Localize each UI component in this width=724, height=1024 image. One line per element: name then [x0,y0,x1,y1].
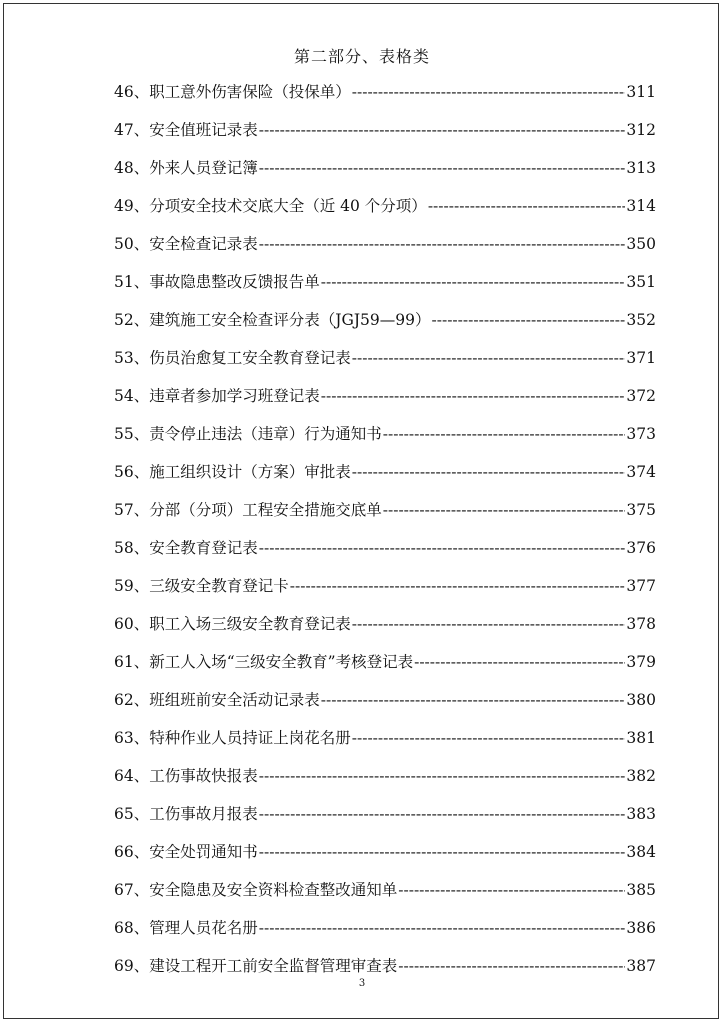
toc-entry-page: 383 [626,805,656,823]
toc-dot-leader [259,766,626,786]
toc-entry-page: 311 [626,83,656,101]
toc-entry[interactable] [114,804,656,842]
toc-entry-title: 54、违章者参加学习班登记表 [114,387,320,405]
toc-entry-title: 65、工伤事故月报表 [114,805,258,823]
toc-dot-leader [414,652,625,672]
toc-entry[interactable] [114,272,656,310]
toc-dot-leader [383,500,626,520]
toc-entry-title: 58、安全教育登记表 [114,539,258,557]
toc-entry[interactable] [114,538,656,576]
toc-entry[interactable] [114,690,656,728]
toc-entry-title: 67、安全隐患及安全资料检查整改通知单 [114,881,398,899]
toc-dot-leader [259,234,626,254]
toc-entry-page: 351 [626,273,656,291]
toc-entry-title: 49、分项安全技术交底大全（近 40 个分项） [114,197,427,215]
toc-dot-leader [352,614,626,634]
toc-entry-title: 56、施工组织设计（方案）审批表 [114,463,351,481]
toc-dot-leader [259,918,626,938]
toc-entry[interactable] [114,462,656,500]
table-of-contents [114,82,656,994]
toc-entry[interactable] [114,386,656,424]
toc-entry-page: 373 [626,425,656,443]
page-number: 3 [358,978,366,989]
toc-entry-page: 371 [626,349,656,367]
toc-dot-leader [259,120,626,140]
toc-entry-title: 53、伤员治愈复工安全教育登记表 [114,349,351,367]
toc-entry-page: 381 [626,729,656,747]
toc-dot-leader [383,424,626,444]
toc-entry-title: 57、分部（分项）工程安全措施交底单 [114,501,382,519]
toc-entry-page: 384 [626,843,656,861]
toc-entry[interactable] [114,196,656,234]
toc-entry-page: 376 [626,539,656,557]
toc-entry-page: 352 [626,311,656,329]
toc-entry-title: 59、三级安全教育登记卡 [114,577,289,595]
toc-dot-leader [321,272,626,292]
toc-dot-leader [352,462,626,482]
toc-entry-page: 375 [626,501,656,519]
toc-dot-leader [290,576,626,596]
toc-entry-title: 60、职工入场三级安全教育登记表 [114,615,351,633]
toc-entry-title: 61、新工人入场“三级安全教育”考核登记表 [114,653,414,671]
toc-dot-leader [428,196,626,216]
toc-entry[interactable] [114,310,656,348]
toc-entry-title: 52、建筑施工安全检查评分表（JGJ59—99） [114,311,431,329]
toc-entry[interactable] [114,234,656,272]
toc-dot-leader [259,158,626,178]
toc-entry-title: 69、建设工程开工前安全监督管理审查表 [114,957,398,975]
toc-dot-leader [398,880,625,900]
toc-entry-page: 382 [626,767,656,785]
toc-entry-title: 48、外来人员登记簿 [114,159,258,177]
toc-entry-page: 312 [626,121,656,139]
toc-entry[interactable] [114,728,656,766]
toc-entry-title: 63、特种作业人员持证上岗花名册 [114,729,351,747]
toc-entry[interactable] [114,424,656,462]
toc-entry-title: 51、事故隐患整改反馈报告单 [114,273,320,291]
toc-entry-title: 62、班组班前安全活动记录表 [114,691,320,709]
toc-dot-leader [398,956,625,976]
section-title: 第二部分、表格类 [293,47,430,66]
toc-entry-page: 350 [626,235,656,253]
toc-entry-page: 387 [626,957,656,975]
toc-entry[interactable] [114,842,656,880]
toc-entry-title: 66、安全处罚通知书 [114,843,258,861]
toc-entry[interactable] [114,766,656,804]
toc-entry-page: 374 [626,463,656,481]
toc-entry-title: 46、职工意外伤害保险（投保单） [114,83,351,101]
toc-entry[interactable] [114,880,656,918]
toc-entry[interactable] [114,158,656,196]
toc-dot-leader [259,842,626,862]
toc-dot-leader [352,348,626,368]
toc-dot-leader [352,728,626,748]
toc-entry[interactable] [114,82,656,120]
toc-entry[interactable] [114,614,656,652]
toc-entry-page: 313 [626,159,656,177]
toc-entry-title: 50、安全检查记录表 [114,235,258,253]
toc-entry[interactable] [114,652,656,690]
toc-entry[interactable] [114,120,656,158]
toc-entry-title: 64、工伤事故快报表 [114,767,258,785]
toc-entry-page: 379 [626,653,656,671]
toc-entry[interactable] [114,500,656,538]
toc-dot-leader [259,804,626,824]
toc-dot-leader [321,386,626,406]
toc-dot-leader [321,690,626,710]
toc-entry-page: 377 [626,577,656,595]
toc-entry[interactable] [114,576,656,614]
toc-entry-page: 380 [626,691,656,709]
toc-entry-title: 68、管理人员花名册 [114,919,258,937]
toc-entry[interactable] [114,348,656,386]
toc-dot-leader [352,82,626,102]
toc-entry-page: 372 [626,387,656,405]
toc-entry-page: 378 [626,615,656,633]
toc-entry-title: 47、安全值班记录表 [114,121,258,139]
toc-dot-leader [431,310,625,330]
toc-entry-page: 386 [626,919,656,937]
toc-entry[interactable] [114,918,656,956]
toc-entry-page: 385 [626,881,656,899]
toc-entry-title: 55、责令停止违法（违章）行为通知书 [114,425,382,443]
toc-dot-leader [259,538,626,558]
toc-entry-page: 314 [626,197,656,215]
